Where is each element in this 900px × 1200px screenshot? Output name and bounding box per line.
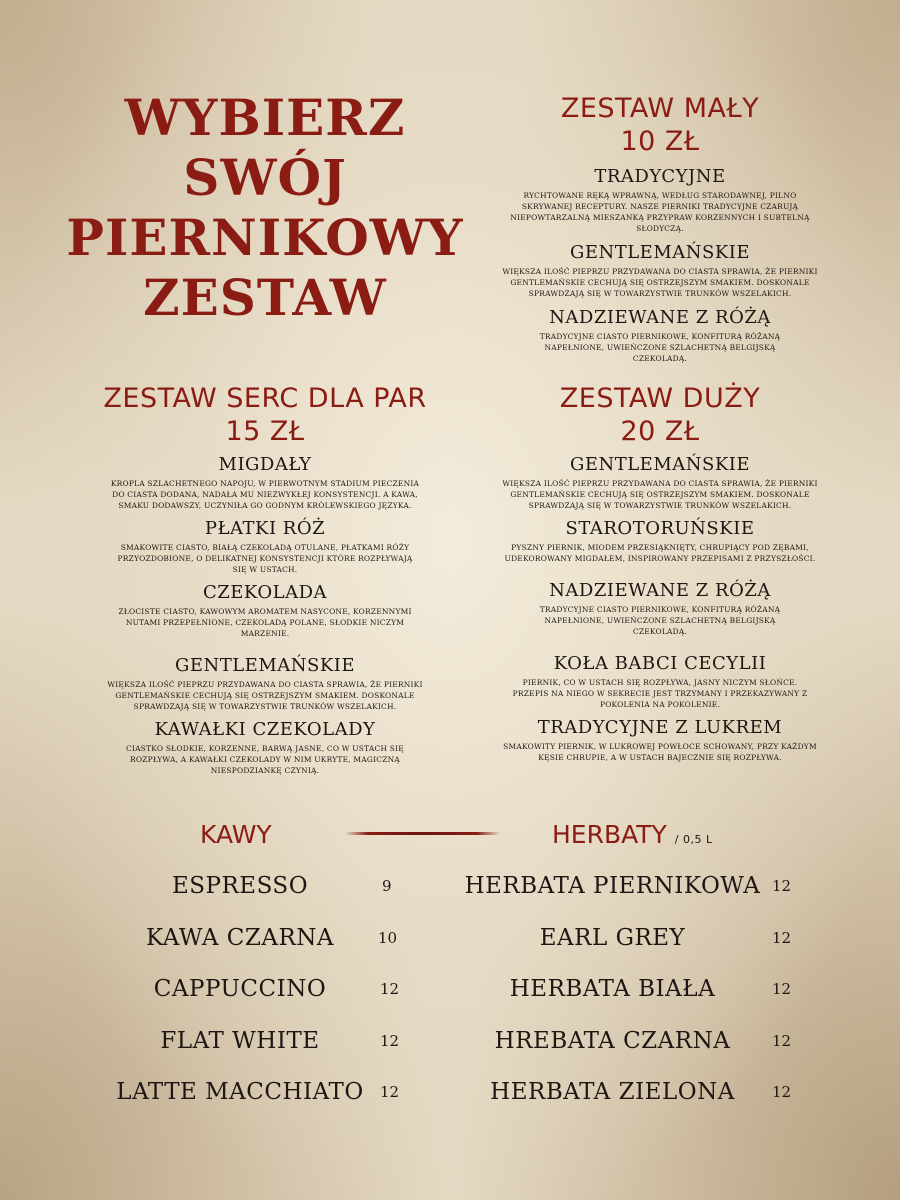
drink-name: HERBATA BIAŁA: [509, 976, 716, 1002]
herbaty-title: HERBATY: [552, 820, 667, 849]
set-item-name: MIGDAŁY: [218, 454, 312, 475]
set-item-desc: SMAKOWITE CIASTO, BIAŁĄ CZEKOLADĄ OTULANE, PŁATKAMI RÓŻY PRZYOZDOBIONE, O DELIKATNEJ KONSYSTENCJI KTÓRE ROZPŁYWAJĄ SIĘ W USTACH.: [117, 543, 413, 574]
set-duzy: [480, 382, 840, 763]
drink-price: 12: [772, 877, 792, 895]
headline-line: ZESTAW: [143, 268, 387, 327]
drink-price: 12: [380, 1032, 400, 1050]
set-item-name: KOŁA BABCI CECYLII: [553, 653, 767, 674]
kawy-heading: KAWY: [200, 820, 272, 849]
set-price: 10 ZŁ: [620, 126, 700, 157]
set-title: ZESTAW DUŻY: [559, 383, 761, 414]
drink-name: CAPPUCCINO: [153, 976, 327, 1002]
set-maly: [480, 92, 840, 364]
drink-price: 12: [380, 980, 400, 998]
set-item-desc: TRADYCYJNE CIASTO PIERNIKOWE, KONFITURĄ RÓŻANĄ NAPEŁNIONE, UWIEŃCZONE SZLACHETNĄ BELGIJSKĄ CZEKOLADĄ.: [539, 605, 781, 636]
drink-price: 12: [772, 980, 792, 998]
set-item-desc: PYSZNY PIERNIK, MIODEM PRZESIĄKNIĘTY, CHRUPIĄCY POD ZĘBAMI, UDEKOROWANY MIGDAŁEM, INSPIROWANY PRZEPISAMI Z PRZYSZŁOŚCI.: [504, 543, 816, 563]
drink-name: ESPRESSO: [171, 873, 309, 899]
set-item-desc: ZŁOCISTE CIASTO, KAWOWYM AROMATEM NASYCONE, KORZENNYMI NUTAMI PRZEPEŁNIONE, CZEKOLADĄ POLANE, SŁODKIE NICZYM MARZENIE.: [118, 607, 412, 638]
set-price: 15 ZŁ: [225, 416, 305, 447]
drink-price: 12: [772, 1083, 792, 1101]
headline-line: WYBIERZ: [124, 88, 406, 147]
set-item-name: TRADYCYJNE: [594, 166, 726, 187]
drink-price: 12: [772, 929, 792, 947]
drink-name: FLAT WHITE: [160, 1028, 320, 1054]
set-item-name: NADZIEWANE Z RÓŻĄ: [549, 580, 771, 601]
set-item-name: GENTLEMAŃSKIE: [569, 242, 751, 263]
set-item-name: GENTLEMAŃSKIE: [174, 655, 356, 676]
drink-name: HERBATA ZIELONA: [490, 1079, 735, 1105]
set-item-desc: WIĘKSZA ILOŚĆ PIEPRZU PRZYDAWANA DO CIASTA SPRAWIA, ŻE PIERNIKI GENTLEMAŃSKIE CECHUJĄ SIĘ OSTRZEJSZYM SMAKIEM. DOSKONALE SPRAWDZAJĄ SIĘ W TOWARZYSTWIE TRUNKÓW WSZELAKICH.: [502, 267, 818, 298]
drink-name: LATTE MACCHIATO: [116, 1079, 364, 1105]
drink-price: 10: [378, 929, 398, 947]
drink-name: KAWA CZARNA: [145, 925, 335, 951]
set-title: ZESTAW SERC DLA PAR: [103, 383, 427, 414]
set-item-name: NADZIEWANE Z RÓŻĄ: [549, 307, 771, 328]
set-item-desc: PIERNIK, CO W USTACH SIĘ ROZPŁYWA, JASNY NICZYM SŁOŃCE. PRZEPIS NA NIEGO W SEKRECIE JEST TRZYMANY I PRZEKAZYWANY Z POKOLENIA NA POKOLENIE.: [512, 678, 808, 709]
drink-name: EARL GREY: [539, 925, 686, 951]
set-item-desc: CIASTKO SŁODKIE, KORZENNE, BARWĄ JASNE, CO W USTACH SIĘ ROZPŁYWA, A KAWAŁKI CZEKOLADY W NIM UKRYTE, MAGICZNĄ NIESPODZIANKĘ CZYNIĄ.: [126, 744, 404, 775]
section-divider: [345, 832, 500, 835]
set-title: ZESTAW MAŁY: [560, 93, 760, 124]
drink-name: HERBATA PIERNIKOWA: [464, 873, 761, 899]
set-item-name: KAWAŁKI CZEKOLADY: [154, 719, 376, 740]
drink-name: HREBATA CZARNA: [494, 1028, 731, 1054]
drink-price: 12: [380, 1083, 400, 1101]
headline-line: PIERNIKOWY: [66, 208, 464, 267]
herbaty-heading: [552, 820, 713, 855]
set-item-name: GENTLEMAŃSKIE: [569, 454, 751, 475]
set-item-desc: WIĘKSZA ILOŚĆ PIEPRZU PRZYDAWANA DO CIASTA SPRAWIA, ŻE PIERNIKI GENTLEMAŃSKIE CECHUJĄ SIĘ OSTRZEJSZYM SMAKIEM. DOSKONALE SPRAWDZAJĄ SIĘ W TOWARZYSTWIE TRUNKÓW WSZELAKICH.: [502, 479, 818, 510]
headline-line: SWÓJ: [183, 148, 347, 207]
set-item-desc: SMAKOWITY PIERNIK, W LUKROWEJ POWŁOCE SCHOWANY, PRZY KAŻDYM KĘSIE CHRUPIE, A W USTACH BAJECZNIE SIĘ ROZPŁYWA.: [503, 742, 817, 762]
set-item-desc: TRADYCYJNE CIASTO PIERNIKOWE, KONFITURĄ RÓŻANĄ NAPEŁNIONE, UWIEŃCZONE SZLACHETNĄ BELGIJSKĄ CZEKOLADĄ.: [539, 332, 781, 363]
herbaty-unit: / 0,5 L: [674, 833, 713, 846]
set-item-desc: RYCHTOWANE RĘKĄ WPRAWNĄ, WEDŁUG STARODAWNEJ, PILNO SKRYWANEJ RECEPTURY. NASZE PIERNIKI TRADYCYJNE CZARUJĄ NIEPOWTARZALNĄ MIESZANKĄ PRZYPRAW KORZENNYCH I SUBTELNĄ SŁODYCZĄ.: [510, 191, 810, 233]
page-headline: [60, 88, 470, 328]
set-item-desc: KROPLA SZLACHETNEGO NAPOJU, W PIERWOTNYM STADIUM PIECZENIA DO CIASTA DODANA, NADAŁA MU NIEZWYKŁEJ KONSYSTENCJI. A KAWA, SMAKU DODAWSZY, UCZYNIŁA GO GODNYM KRÓLEWSKIEGO JĘZYKA.: [110, 479, 420, 510]
set-item-desc: WIĘKSZA ILOŚĆ PIEPRZU PRZYDAWANA DO CIASTA SPRAWIA, ŻE PIERNIKI GENTLEMAŃSKIE CECHUJĄ SIĘ OSTRZEJSZYM SMAKIEM. DOSKONALE SPRAWDZAJĄ SIĘ W TOWARZYSTWIE TRUNKÓW WSZELAKICH.: [107, 680, 423, 711]
set-price: 20 ZŁ: [620, 416, 700, 447]
drink-price: 12: [772, 1032, 792, 1050]
set-serc: [85, 382, 445, 776]
drink-price: 9: [382, 877, 392, 895]
set-item-name: PŁATKI RÓŻ: [204, 518, 326, 539]
set-item-name: STAROTORUŃSKIE: [565, 518, 755, 539]
set-item-name: TRADYCYJNE Z LUKREM: [537, 717, 783, 738]
set-item-name: CZEKOLADA: [202, 582, 328, 603]
